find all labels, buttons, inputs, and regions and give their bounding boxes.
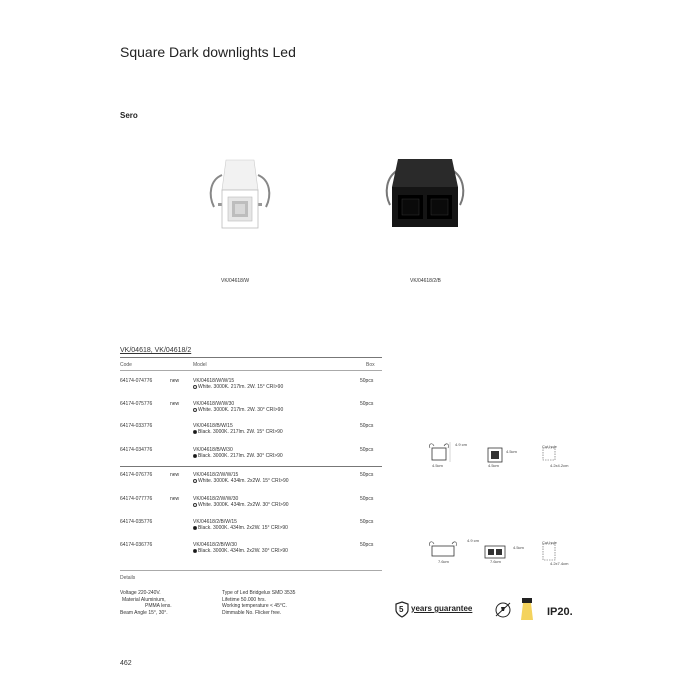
color-dot-icon bbox=[193, 385, 197, 389]
details-heading: Details bbox=[120, 575, 136, 581]
detail-line: PMMA lens. bbox=[145, 603, 172, 609]
column-header-box: Box bbox=[366, 362, 375, 368]
description-text: Black. 3000K. 434lm. 2x2W. 30° CRI>90 bbox=[198, 548, 288, 554]
product-code: 64174-035776 bbox=[120, 519, 153, 525]
product-model: VK/04618/2/W/W/30 bbox=[193, 496, 239, 502]
color-dot-icon bbox=[193, 479, 197, 483]
table-row bbox=[120, 519, 382, 539]
description-text: Black. 3000K. 434lm. 2x2W. 15° CRI>90 bbox=[198, 525, 288, 531]
table-row bbox=[120, 447, 382, 467]
new-badge: new bbox=[170, 378, 180, 384]
product-description bbox=[193, 453, 283, 459]
detail-line: Material Aluminium, bbox=[122, 596, 166, 603]
product-code: 64174-034776 bbox=[120, 447, 153, 453]
product-code: 64174-036776 bbox=[120, 542, 153, 548]
divider bbox=[120, 370, 382, 371]
color-dot-icon bbox=[193, 503, 197, 507]
product-description bbox=[193, 384, 283, 390]
page-title: Square Dark downlights Led bbox=[120, 44, 296, 60]
product-model: VK/04618/2/B/W/30 bbox=[193, 542, 237, 548]
product-model: VK/04618/B/W/30 bbox=[193, 447, 233, 453]
detail-line: Voltage 220-240V. bbox=[120, 590, 161, 596]
product-description bbox=[193, 478, 289, 484]
guarantee-badge bbox=[395, 601, 485, 619]
dimmable-no-icon bbox=[494, 600, 512, 618]
product-description bbox=[193, 429, 283, 435]
cut-hole-label: Cut hole bbox=[542, 540, 557, 545]
dim-width-top: 4.5cm bbox=[488, 463, 499, 468]
box-quantity: 50pcs bbox=[360, 447, 374, 453]
divider bbox=[120, 357, 382, 358]
detail-line: Type of Led Bridgelux SMD 3535 bbox=[222, 590, 296, 596]
column-header-code: Code bbox=[120, 362, 132, 368]
description-text: White. 3000K. 434lm. 2x2W. 15° CRI>90 bbox=[198, 478, 289, 484]
product-code: 64174-076776 bbox=[120, 472, 153, 478]
product-description bbox=[193, 502, 289, 508]
box-quantity: 50pcs bbox=[360, 496, 374, 502]
description-text: White. 3000K. 217lm. 2W. 15° CRI>90 bbox=[198, 384, 284, 390]
beam-angle-icon bbox=[520, 598, 534, 620]
color-dot-icon bbox=[193, 526, 197, 530]
page-number: 462 bbox=[120, 660, 132, 667]
detail-line: Beam Angle 15°, 30°. bbox=[120, 609, 168, 616]
dim-height: 4.9 cm bbox=[455, 442, 468, 447]
product-description bbox=[193, 407, 283, 413]
detail-line: Dimmable No. Flicker free. bbox=[222, 609, 282, 616]
dim-height: 4.9 cm bbox=[467, 538, 480, 543]
section-title: VK/04618, VK/04618/2 bbox=[120, 347, 192, 354]
dim-width-front: 4.5cm bbox=[513, 545, 524, 550]
cut-hole-size: 4.2x7.4cm bbox=[550, 561, 569, 566]
details-right bbox=[222, 590, 295, 616]
detail-line: Lifetime 50.000 hrs. bbox=[222, 596, 266, 603]
box-quantity: 50pcs bbox=[360, 542, 374, 548]
product-code: 64174-077776 bbox=[120, 496, 153, 502]
product-image-white bbox=[200, 155, 280, 235]
color-dot-icon bbox=[193, 430, 197, 434]
description-text: Black. 3000K. 217lm. 2W. 30° CRI>90 bbox=[198, 453, 283, 459]
color-dot-icon bbox=[193, 454, 197, 458]
dim-width-top: 7.6cm bbox=[490, 559, 501, 564]
product-model: VK/04618/W/W/15 bbox=[193, 378, 235, 384]
new-badge: new bbox=[170, 472, 180, 478]
table-row bbox=[120, 401, 382, 421]
color-dot-icon bbox=[193, 549, 197, 553]
cut-hole-label: Cut hole bbox=[542, 444, 557, 449]
column-header-model: Model bbox=[193, 362, 207, 368]
table-row bbox=[120, 378, 382, 398]
table-row bbox=[120, 496, 382, 516]
series-name: Sero bbox=[120, 111, 138, 120]
box-quantity: 50pcs bbox=[360, 472, 374, 478]
table-row bbox=[120, 423, 382, 443]
detail-line: Working temperature < 45°C. bbox=[222, 603, 287, 609]
box-quantity: 50pcs bbox=[360, 423, 374, 429]
description-text: White. 3000K. 217lm. 2W. 30° CRI>90 bbox=[198, 407, 284, 413]
new-badge: new bbox=[170, 401, 180, 407]
product-description bbox=[193, 548, 288, 554]
product-image-black bbox=[380, 155, 470, 235]
product-model: VK/04618/2/B/W/15 bbox=[193, 519, 237, 525]
product-model: VK/04618/2/W/W/15 bbox=[193, 472, 239, 478]
product-code: 64174-074776 bbox=[120, 378, 153, 384]
product-description bbox=[193, 525, 288, 531]
divider bbox=[120, 466, 382, 467]
divider bbox=[120, 570, 382, 571]
description-text: Black. 3000K. 217lm. 2W. 15° CRI>90 bbox=[198, 429, 283, 435]
guarantee-years: 5 bbox=[399, 605, 404, 614]
description-text: White. 3000K. 434lm. 2x2W. 30° CRI>90 bbox=[198, 502, 289, 508]
table-row bbox=[120, 542, 382, 562]
dim-width-side: 4.5cm bbox=[432, 463, 443, 468]
box-quantity: 50pcs bbox=[360, 401, 374, 407]
dim-width-side: 7.6cm bbox=[438, 559, 449, 564]
details-left bbox=[120, 590, 172, 616]
table-row bbox=[120, 472, 382, 492]
box-quantity: 50pcs bbox=[360, 378, 374, 384]
product-model: VK/04618/W/W/30 bbox=[193, 401, 235, 407]
product-model: VK/04618/B/W/15 bbox=[193, 423, 233, 429]
color-dot-icon bbox=[193, 408, 197, 412]
new-badge: new bbox=[170, 496, 180, 502]
dim-width-front: 4.5cm bbox=[506, 449, 517, 454]
guarantee-text: years guarantee bbox=[411, 604, 473, 613]
box-quantity: 50pcs bbox=[360, 519, 374, 525]
cut-hole-size: 4.2x4.2cm bbox=[550, 463, 569, 468]
ip-rating: IP20. bbox=[547, 606, 573, 618]
product-caption-white: VK/04618/W bbox=[221, 278, 250, 284]
product-caption-black: VK/04618/2/B bbox=[410, 278, 441, 284]
product-code: 64174-033776 bbox=[120, 423, 153, 429]
product-code: 64174-075776 bbox=[120, 401, 153, 407]
